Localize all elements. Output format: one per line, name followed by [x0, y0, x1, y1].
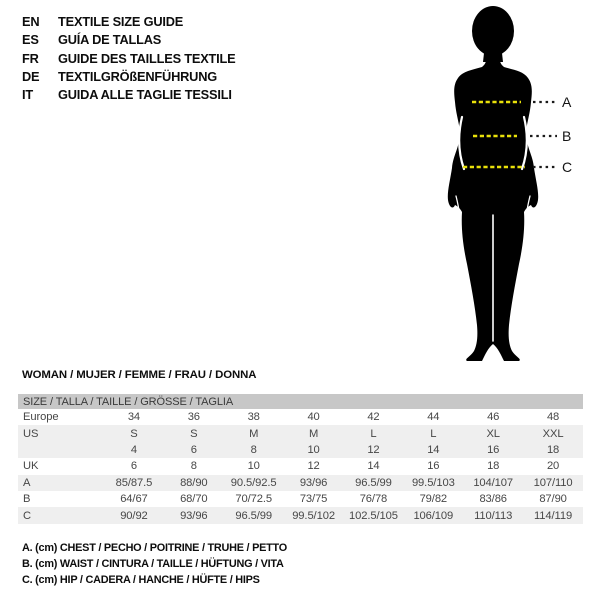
- woman-silhouette: [448, 6, 538, 361]
- size-cell: 83/86: [479, 493, 507, 506]
- size-row-label: C: [23, 509, 31, 522]
- language-code: DE: [22, 68, 40, 84]
- gender-title: WOMAN / MUJER / FEMME / FRAU / DONNA: [22, 369, 257, 381]
- language-title-list: [22, 13, 236, 104]
- size-cell: 16: [487, 443, 500, 456]
- size-cell: 114/119: [534, 509, 573, 522]
- size-cell: S: [130, 427, 138, 440]
- size-cell: 46: [487, 411, 500, 424]
- size-cell: 20: [546, 460, 560, 473]
- size-cell: 10: [247, 460, 260, 473]
- measurement-legend: [22, 541, 287, 589]
- size-cell: 6: [190, 443, 197, 456]
- legend-line: C. (cm) HIP / CADERA / HANCHE / HÜFTE / HIPS: [22, 573, 260, 586]
- size-cell: 34: [127, 411, 141, 424]
- size-cell: 12: [367, 443, 380, 456]
- size-cell: 87/90: [539, 493, 567, 506]
- size-cell: 10: [307, 443, 320, 456]
- size-cell: 38: [247, 411, 260, 424]
- size-cell: 76/78: [359, 493, 388, 506]
- language-row: [22, 50, 236, 68]
- size-cell: M: [308, 427, 319, 440]
- size-cell: 4: [130, 443, 137, 456]
- language-row: [22, 86, 236, 104]
- language-code: EN: [22, 14, 40, 29]
- size-cell: 40: [307, 411, 320, 424]
- size-cell: 90.5/92.5: [230, 476, 277, 489]
- size-cell: 106/109: [413, 509, 454, 522]
- size-cell: XXL: [542, 427, 564, 440]
- size-table-row: [18, 507, 583, 523]
- size-cell: 73/75: [299, 493, 328, 506]
- language-label: TEXTILE SIZE GUIDE: [58, 14, 184, 29]
- size-cell: 99.5/103: [411, 476, 455, 489]
- size-cell: 44: [427, 411, 440, 424]
- language-code: IT: [22, 87, 33, 103]
- marker-label-b: B: [562, 128, 572, 144]
- size-row-label: UK: [23, 460, 39, 473]
- size-cell: 8: [190, 460, 197, 473]
- size-row-label: Europe: [23, 411, 59, 424]
- language-row: [22, 31, 236, 49]
- size-row-label: A: [23, 476, 31, 489]
- language-label: GUIDA ALLE TAGLIE TESSILI: [58, 87, 232, 103]
- size-table-row: [18, 409, 583, 425]
- size-cell: 107/110: [533, 476, 573, 489]
- size-cell: 64/67: [120, 493, 148, 506]
- language-label: TEXTILGRÖßENFÜHRUNG: [58, 68, 217, 84]
- language-row: [22, 68, 236, 86]
- language-code: ES: [22, 32, 39, 48]
- size-cell: 14: [427, 443, 440, 456]
- size-cell: 79/82: [419, 493, 448, 506]
- woman-silhouette-figure: [400, 0, 600, 375]
- size-cell: 18: [546, 443, 560, 456]
- marker-label-a: A: [562, 94, 572, 110]
- legend-line: B. (cm) WAIST / CINTURA / TAILLE / HÜFTUNG / VITA: [22, 557, 284, 570]
- size-cell: 36: [187, 411, 200, 424]
- language-label: GUÍA DE TALLAS: [58, 32, 162, 48]
- size-cell: 12: [307, 460, 320, 473]
- size-cell: 96.5/99: [355, 476, 392, 489]
- size-cell: 6: [130, 460, 137, 473]
- size-table-row: [18, 458, 583, 474]
- size-cell: L: [430, 427, 437, 440]
- size-cell: 16: [427, 460, 440, 473]
- size-row-label: US: [23, 427, 39, 440]
- size-table-row: [18, 442, 583, 458]
- size-cell: 8: [250, 443, 257, 456]
- language-label: GUIDE DES TAILLES TEXTILE: [58, 50, 236, 66]
- size-cell: 88/90: [180, 476, 208, 489]
- size-cell: 96.5/99: [235, 509, 272, 522]
- size-cell: 48: [546, 411, 560, 424]
- size-cell: 104/107: [473, 476, 514, 489]
- legend-line: A. (cm) CHEST / PECHO / POITRINE / TRUHE / PETTO: [22, 542, 287, 554]
- size-table-row: [18, 475, 583, 491]
- size-cell: 70/72.5: [235, 493, 272, 506]
- size-cell: 99.5/102: [292, 509, 335, 522]
- size-cell: 102.5/105: [349, 509, 398, 522]
- language-code: FR: [22, 50, 39, 66]
- size-cell: 42: [367, 411, 380, 424]
- size-cell: L: [370, 427, 377, 440]
- marker-label-c: C: [562, 159, 573, 175]
- size-row-label: B: [23, 493, 31, 506]
- size-table-row: [18, 491, 583, 507]
- size-cell: 14: [367, 460, 380, 473]
- language-row: [22, 13, 236, 31]
- size-cell: 68/70: [180, 493, 208, 506]
- size-cell: M: [249, 427, 259, 440]
- size-cell: 85/87.5: [115, 476, 153, 489]
- size-cell: 93/96: [299, 476, 328, 489]
- size-table: [18, 394, 583, 524]
- size-cell: 93/96: [180, 509, 208, 522]
- size-cell: 18: [487, 460, 500, 473]
- size-cell: 90/92: [120, 509, 148, 522]
- size-cell: S: [190, 427, 198, 440]
- size-table-header: SIZE / TALLA / TAILLE / GRÖSSE / TAGLIA: [18, 394, 583, 409]
- size-cell: XL: [486, 427, 500, 440]
- size-table-row: [18, 425, 583, 441]
- size-cell: 110/113: [474, 509, 513, 522]
